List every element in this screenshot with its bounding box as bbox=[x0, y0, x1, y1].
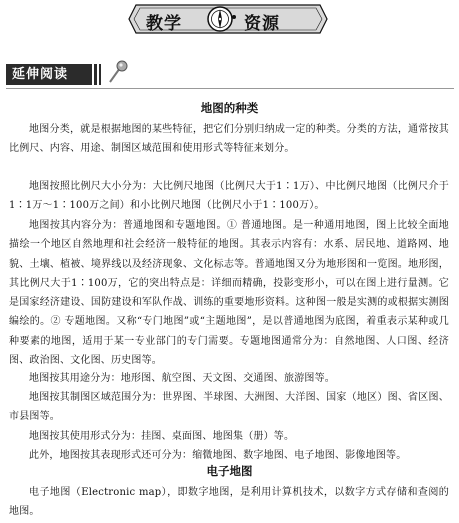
article-title: 地图的种类 bbox=[200, 101, 259, 115]
section-subtitle: 电子地图 bbox=[206, 464, 253, 478]
section-tag: 延伸阅读 bbox=[6, 64, 92, 85]
tag-bar bbox=[94, 64, 97, 85]
paragraph: 此外，地图按其表现形式还可分为：缩微地图、数字地图、电子地图、影像地图等。 bbox=[29, 450, 407, 461]
banner-left-text: 教学 bbox=[146, 14, 182, 34]
section-rule bbox=[6, 88, 454, 89]
paragraph: 地图按其用途分为：地形图、航空图、天文图、交通图、旅游图等。 bbox=[29, 373, 335, 384]
paragraph: 地图按其制图区域范围分为：世界图、半球图、大洲图、大洋图、国家（地区）图、省区图、市县图等。 bbox=[9, 392, 449, 423]
paragraph: 地图按其使用形式分为：挂图、桌面图、地图集（册）等。 bbox=[29, 431, 295, 442]
resource-banner bbox=[128, 4, 328, 34]
banner-right-text: 资源 bbox=[244, 14, 280, 34]
paragraph: 电子地图（Electronic map），即数字地图，是利用计算机技术，以数字方式存储和查阅的地图。 bbox=[9, 487, 449, 518]
compass-icon bbox=[206, 5, 234, 33]
pin-icon bbox=[104, 58, 130, 86]
tag-bar bbox=[99, 64, 101, 85]
paragraph: 地图按其内容分为：普通地图和专题地图。① 普通地图。是一种通用地图，图上比较全面地描绘一个地区自然地理和社会经济一般特征的地图。其表示内容有：水系、居民地、道路网、地貌、土壤、植被、境界线以及经济现象、文化标志等。普通地图又分为地形图和一览图。地形图，其比例尺大于1∶100万，它的突出特点是：详细而精确，投影变形小，可以在图上进行量测。它是国家经济建设、国防建设和军队作战、训练的重要地形资料。这种图一般是实测的或根据实测图编绘的。② 专题地图。又称“专门地图”或“主题地图”，是以普通地图为底图，着重表示某种或几种要素的地图，适用于某一专业部门的专门需要。专题地图通常分为：自然地图、人口图、经济图、政治图、文化图、历史图等。 bbox=[9, 220, 449, 367]
paragraph: 地图分类，就是根据地图的某些特征，把它们分别归纳成一定的种类。分类的方法，通常按其比例尺、内容、用途、制图区域范围和使用形式等特征来划分。 bbox=[9, 124, 449, 155]
paragraph: 地图按照比例尺大小分为：大比例尺地图（比例尺大于1∶1万）、中比例尺地图（比例尺介于1∶1万～1∶100万之间）和小比例尺地图（比例尺小于1∶100万）。 bbox=[9, 181, 449, 212]
